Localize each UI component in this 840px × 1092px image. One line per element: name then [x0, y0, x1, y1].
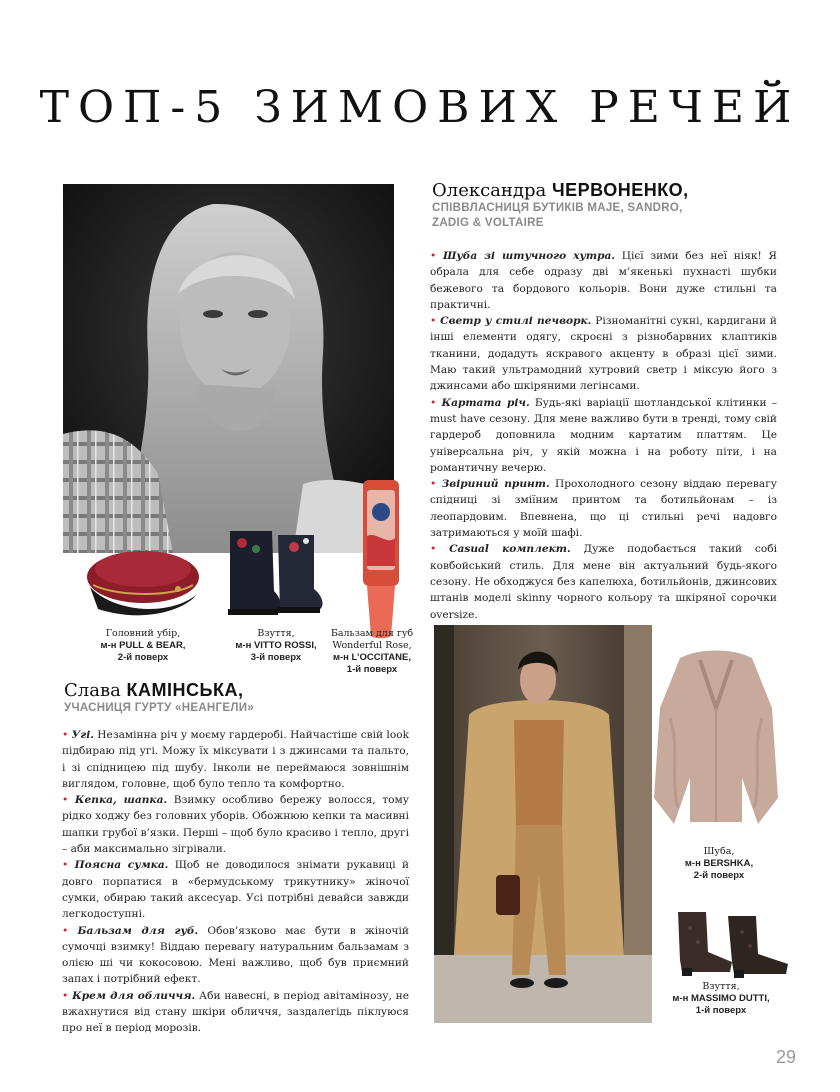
role-chervonenko: СПІВВЛАСНИЦЯ БУТИКІВ MAJE, SANDRO, ZADIG & VOLTAIRE: [432, 202, 683, 229]
list-item: • Шуба зі штучного хутра. Цієї зими без неї ніяк! Я обрала для себе одразу дві м’якенькі пухнасті шубки бежевого та бордового кольорів. Вони дуже стильні та практичні.: [430, 250, 777, 311]
caption-ankle-boots: Взуття, м-н MASSIMO DUTTI, 1-й поверх: [672, 981, 770, 1016]
list-item: • Поясна сумка. Щоб не доводилося знімати рукавиці й довго порпатися в «бермудському трикутнику» жіночої сумки, обираю такий аксесуар. Усі потрібні девайси завжди легкодоступні.: [62, 859, 410, 921]
caption-lip-balm: Бальзам для губ Wonderful Rose, м-н L’OCCITANE, 1-й поверх: [330, 628, 414, 675]
list-item: • Кепка, шапка. Взимку особливо бережу волосся, тому рідко ходжу без головних уборів. Обожнюю кепки та масивні шапки грубої в’язки. Перші – щоб було красиво і тепло, другі – аби максимально зігрівали.: [62, 794, 409, 856]
list-item: • Бальзам для губ. Обов’язково має бути в жіночій сумочці взимку! Віддаю перевагу натуральним бальзамам з олією ші чи кокосовою. Мені важливо, щоб був приємний запах і потрібний ефект.: [62, 924, 409, 986]
caption-fur-coat: Шуба, м-н BERSHKA, 2-й поверх: [684, 846, 754, 881]
name-kaminska: Слава КАМІНСЬКА,: [64, 680, 244, 701]
body-chervonenko: [430, 248, 777, 623]
role-kaminska: УЧАСНИЦЯ ГУРТУ «НЕАНГЕЛИ»: [64, 702, 254, 714]
list-item: • Светр у стилі печворк. Різноманітні сукні, кардигани й інші елементи одягу, скроєні з різнобарвних клаптиків тканини, додадуть яскравого акценту в образі цієї зими. Маю такий ультрамодний хутровий светр і міксую його з джинсами або шкіряними легінсами.: [430, 315, 777, 393]
ankle-boots-product-image: [672, 908, 794, 978]
list-item: • Звіриний принт. Прохолодного сезону віддаю перевагу спідниці зі зміїним принтом та ботильйонам – із леопардовим. Впевнена, що ці стильні речі надовго затримаються у моїй шафі.: [430, 478, 777, 540]
list-item: • Угі. Незамінна річ у моєму гардеробі. Найчастіше свій look підбираю під угі. Можу їх міксувати і з джинсами та пальто, і зі спідницею під шубу. Інколи не переймаюся зовнішнім виглядом, головне, щоб було тепло та комфортно.: [62, 729, 409, 790]
caption-cap: Головний убір, м-н PULL & BEAR, 2-й поверх: [100, 628, 186, 663]
list-item: • Картата річ. Будь-які варіації шотландської клітинки – must have сезону. Для мене важливо бути в тренді, тому свій гардероб доповнила модним картатим платтям. Це універсальна річ, у якій можна і на роботу піти, і на романтичну вечерю.: [430, 396, 778, 474]
page-title: ТОП-5 ЗИМОВИХ РЕЧЕЙ: [39, 82, 801, 133]
caption-boots: Взуття, м-н VITTO ROSSI, 3-й поверх: [235, 628, 317, 663]
cap-product-image: [78, 537, 208, 627]
list-item: • Casual комплект. Дуже подобається такий собі ковбойський стиль. Для мене він актуальний будь-якого сезону. Не обходжуся без капелюха, ботильйонів, джинсових штанів моделі skinny чорного кольору та шкіряної сорочки oversize.: [430, 543, 777, 621]
portrait-photo-kaminska: [434, 625, 652, 1023]
portrait-photo-chervonenko: [63, 184, 394, 553]
fur-coat-product-image: [650, 648, 782, 832]
body-kaminska: [62, 727, 409, 1037]
name-chervonenko: Олександра ЧЕРВОНЕНКО,: [432, 180, 689, 201]
lip-balm-product-image: [357, 476, 405, 640]
boots-product-image: [222, 521, 332, 621]
list-item: • Крем для обличчя. Аби навесні, в період авітамінозу, не вжахнутися від стану шкіри обличчя, заздалегідь піклуюся про неї в період морозів.: [62, 989, 409, 1035]
page-number: 29: [775, 1047, 796, 1067]
